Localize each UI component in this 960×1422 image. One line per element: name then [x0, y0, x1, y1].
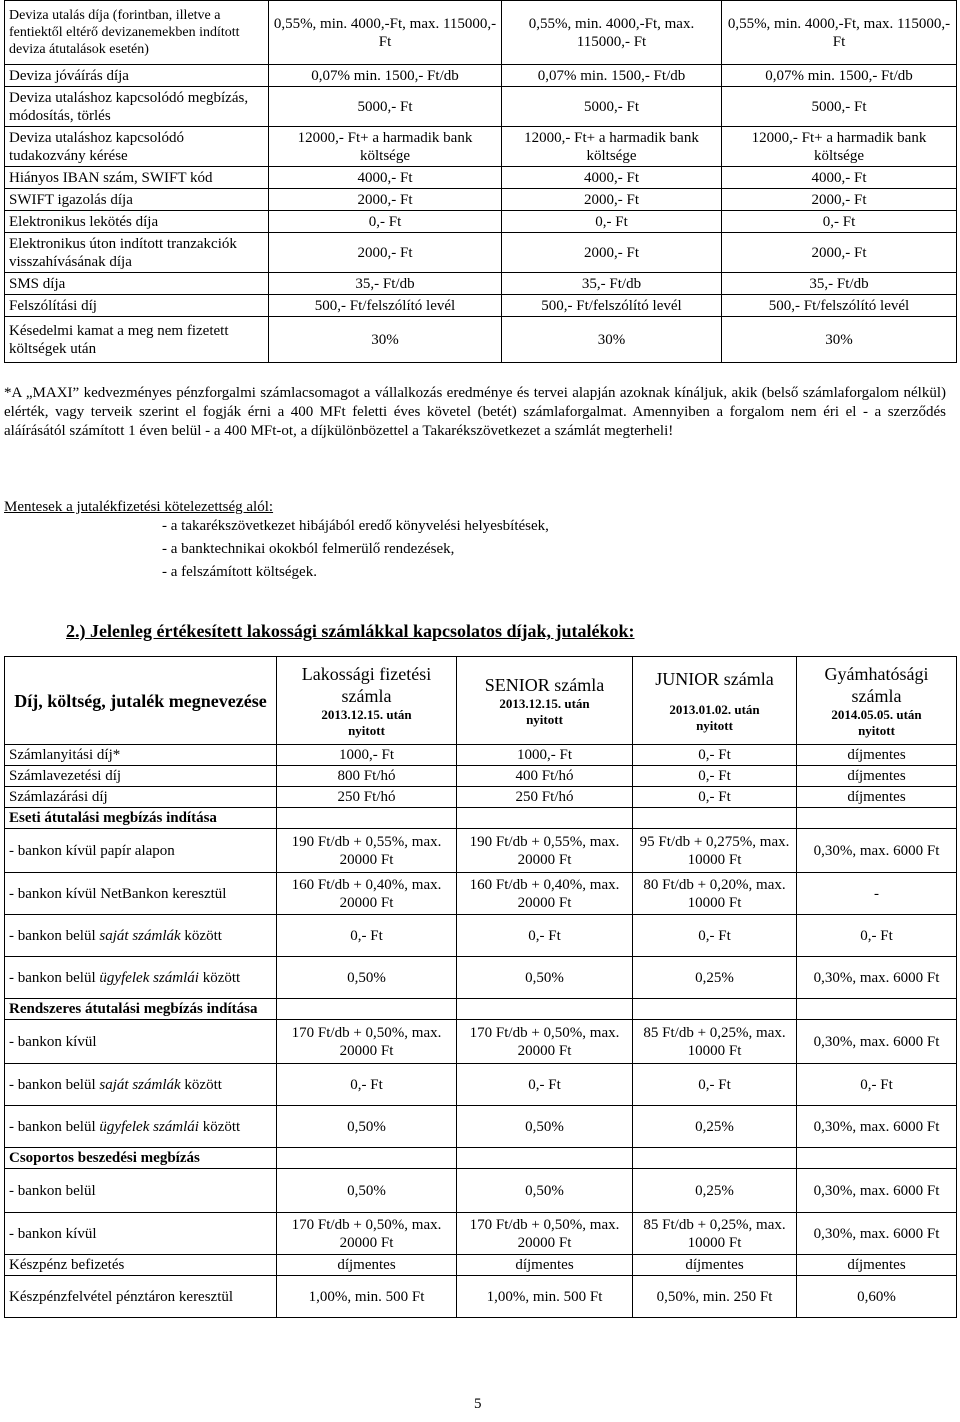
cell-value: 0,- Ft: [797, 1064, 957, 1106]
cell-value: 0,- Ft: [633, 915, 797, 957]
cell-value: 250 Ft/hó: [457, 787, 633, 808]
cell-value: 2000,- Ft: [722, 233, 957, 273]
row-label-italic: ügyfelek számlái: [99, 969, 199, 986]
table-row: [5, 873, 957, 915]
cell-value: 0,55%, min. 4000,-Ft, max. 115000,- Ft: [502, 1, 722, 65]
empty-cell: [797, 999, 957, 1020]
cell-value: díjmentes: [797, 787, 957, 808]
table-row: [5, 1064, 957, 1106]
table-row: [5, 1255, 957, 1276]
cell-value: 0,30%, max. 6000 Ft: [797, 1213, 957, 1255]
cell-value: 0,- Ft: [502, 211, 722, 233]
col-name: Lakossági fizetési számla: [301, 663, 432, 706]
cell-value: 0,- Ft: [722, 211, 957, 233]
exemption-item: - a felszámított költségek.: [162, 564, 317, 580]
header-col-gyamhatosagi: [797, 657, 957, 745]
cell-value: 170 Ft/db + 0,50%, max. 20000 Ft: [277, 1213, 457, 1255]
section-row: [5, 999, 957, 1020]
row-label-text: Számlanyitási díj*: [9, 747, 121, 763]
header-col-senior: [457, 657, 633, 745]
cell-value: -: [797, 873, 957, 915]
table-row: [5, 1020, 957, 1064]
row-label: Késedelmi kamat a meg nem fizetett költségek után: [5, 317, 269, 363]
fee-table-foreign-transfers: [4, 0, 957, 363]
row-label: [5, 787, 277, 808]
table-row: [5, 957, 957, 999]
cell-value: 0,50%: [457, 1169, 633, 1213]
col-name: SENIOR számla: [484, 674, 605, 695]
exemptions-title: Mentesek a jutalékfizetési kötelezettség alól:: [4, 499, 274, 515]
row-label: Elektronikus lekötés díja: [5, 211, 269, 233]
maxi-note: *A „MAXI” kedvezményes pénzforgalmi számlacsomagot a vállalkozás eredménye és tervei alapján azoknak kínáljuk, akik (belső számlaforgalom nélkül) elérték, vagy terveik szerint el fogják érni a 400 MFt feletti éves követel (betét) számlaforgalmat. Amennyiben a forgalom nem éri el - a szerződés aláírásától számított 1 éven belül - a 400 MFt-ot, a díjkülönbözettel a Takarékszövetkezet a számlát megterheli!: [4, 385, 946, 439]
cell-value: 0,07% min. 1500,- Ft/db: [269, 65, 502, 87]
row-label: [5, 766, 277, 787]
cell-value: 160 Ft/db + 0,40%, max. 20000 Ft: [277, 873, 457, 915]
row-label-text: - bankon belül: [9, 927, 100, 944]
col-name: Gyámhatósági számla: [824, 663, 929, 706]
cell-value: 0,50%: [277, 957, 457, 999]
cell-value: 35,- Ft/db: [502, 273, 722, 295]
table-row: [5, 915, 957, 957]
cell-value: 0,- Ft: [633, 745, 797, 766]
cell-value: 0,- Ft: [277, 915, 457, 957]
table-row: [5, 65, 957, 87]
section-title: 2.) Jelenleg értékesített lakossági számlákkal kapcsolatos díjak, jutalékok:: [66, 621, 635, 641]
cell-value: 0,25%: [633, 1169, 797, 1213]
cell-value: 0,- Ft: [457, 1064, 633, 1106]
cell-value: 0,30%, max. 6000 Ft: [797, 829, 957, 873]
row-label-text: - bankon belül: [9, 1118, 100, 1135]
row-label: SWIFT igazolás díja: [5, 189, 269, 211]
cell-value: 0,25%: [633, 1106, 797, 1148]
table-row: [5, 1, 957, 65]
cell-value: 800 Ft/hó: [277, 766, 457, 787]
row-label-text: - bankon belül: [9, 1076, 100, 1093]
row-label: [5, 829, 277, 873]
row-label: [5, 1020, 277, 1064]
empty-cell: [277, 808, 457, 829]
empty-cell: [457, 1148, 633, 1169]
cell-value: 0,- Ft: [797, 915, 957, 957]
table-row: [5, 1169, 957, 1213]
section-row: [5, 808, 957, 829]
col-name: JUNIOR számla: [655, 668, 774, 689]
cell-value: 0,50%: [277, 1106, 457, 1148]
cell-value: 160 Ft/db + 0,40%, max. 20000 Ft: [457, 873, 633, 915]
col-note: nyitott: [696, 717, 733, 733]
row-label: [5, 1064, 277, 1106]
row-label: [5, 957, 277, 999]
row-label-text: - bankon kívül: [9, 1225, 97, 1242]
cell-value: 85 Ft/db + 0,25%, max. 10000 Ft: [633, 1020, 797, 1064]
row-label: Deviza utaláshoz kapcsolódó megbízás, módosítás, törlés: [5, 87, 269, 127]
cell-value: díjmentes: [457, 1255, 633, 1276]
row-label-end: között: [198, 1118, 241, 1135]
cell-value: díjmentes: [633, 1255, 797, 1276]
row-label: Elektronikus úton indított tranzakciók visszahívásának díja: [5, 233, 269, 273]
table-row: [5, 766, 957, 787]
table-row: [5, 295, 957, 317]
cell-value: 170 Ft/db + 0,50%, max. 20000 Ft: [277, 1020, 457, 1064]
cell-value: 5000,- Ft: [269, 87, 502, 127]
row-label-end: között: [180, 1076, 222, 1093]
row-label: Deviza utalás díja (forintban, illetve a fentiektől eltérő devizanemekben indított deviza átutalások esetén): [5, 1, 269, 65]
empty-cell: [277, 999, 457, 1020]
table-row: [5, 745, 957, 766]
col-note: nyitott: [348, 722, 385, 738]
cell-value: 0,50%: [277, 1169, 457, 1213]
cell-value: 0,25%: [633, 957, 797, 999]
cell-value: 5000,- Ft: [722, 87, 957, 127]
cell-value: 1,00%, min. 500 Ft: [277, 1276, 457, 1318]
header-col-lakossagi: [277, 657, 457, 745]
cell-value: 500,- Ft/felszólító levél: [502, 295, 722, 317]
cell-value: 5000,- Ft: [502, 87, 722, 127]
cell-value: 0,30%, max. 6000 Ft: [797, 1020, 957, 1064]
header-col-junior: [633, 657, 797, 745]
table-row: [5, 787, 957, 808]
cell-value: 0,60%: [797, 1276, 957, 1318]
row-label: Felszólítási díj: [5, 295, 269, 317]
empty-cell: [633, 999, 797, 1020]
cell-value: 2000,- Ft: [502, 189, 722, 211]
row-label: Deviza jóváírás díja: [5, 65, 269, 87]
cell-value: 2000,- Ft: [269, 189, 502, 211]
row-label: [5, 1276, 277, 1318]
col-date: 2013.12.15. után: [499, 695, 590, 711]
row-label-text: Számlavezetési díj: [9, 768, 122, 784]
row-label: [5, 1255, 277, 1276]
cell-value: 0,30%, max. 6000 Ft: [797, 1106, 957, 1148]
row-label-text: - bankon kívül papír alapon: [9, 842, 175, 859]
cell-value: díjmentes: [277, 1255, 457, 1276]
row-label: [5, 1106, 277, 1148]
table-row: [5, 829, 957, 873]
header-label: Díj, költség, jutalék megnevezése: [5, 657, 277, 745]
cell-value: 500,- Ft/felszólító levél: [269, 295, 502, 317]
col-note: nyitott: [526, 711, 563, 727]
cell-value: 12000,- Ft+ a harmadik bank költsége: [722, 127, 957, 167]
cell-value: díjmentes: [797, 766, 957, 787]
cell-value: 170 Ft/db + 0,50%, max. 20000 Ft: [457, 1213, 633, 1255]
page-number: 5: [474, 1396, 482, 1412]
col-date: 2013.12.15. után: [321, 706, 412, 722]
cell-value: 4000,- Ft: [502, 167, 722, 189]
cell-value: 30%: [502, 317, 722, 363]
cell-value: 0,55%, min. 4000,-Ft, max. 115000,- Ft: [269, 1, 502, 65]
cell-value: díjmentes: [797, 745, 957, 766]
row-label: [5, 1213, 277, 1255]
row-label: [5, 745, 277, 766]
cell-value: 35,- Ft/db: [269, 273, 502, 295]
row-label: Deviza utaláshoz kapcsolódó tudakozvány kérése: [5, 127, 269, 167]
cell-value: 1,00%, min. 500 Ft: [457, 1276, 633, 1318]
cell-value: 85 Ft/db + 0,25%, max. 10000 Ft: [633, 1213, 797, 1255]
row-label-italic: saját számlák: [99, 1076, 181, 1093]
empty-cell: [633, 1148, 797, 1169]
cell-value: 0,07% min. 1500,- Ft/db: [722, 65, 957, 87]
cell-value: 2000,- Ft: [722, 189, 957, 211]
row-label-end: között: [180, 927, 222, 944]
row-label-text: Számlazárási díj: [9, 789, 108, 805]
section-row: [5, 1148, 957, 1169]
row-label: SMS díja: [5, 273, 269, 295]
cell-value: 0,- Ft: [633, 1064, 797, 1106]
cell-value: 95 Ft/db + 0,275%, max. 10000 Ft: [633, 829, 797, 873]
section-label: Rendszeres átutalási megbízás indítása: [5, 999, 277, 1020]
row-label-end: között: [198, 969, 241, 986]
empty-cell: [797, 1148, 957, 1169]
row-label-text: Készpénz befizetés: [9, 1257, 125, 1273]
table-row: [5, 273, 957, 295]
row-label: [5, 873, 277, 915]
empty-cell: [277, 1148, 457, 1169]
cell-value: 4000,- Ft: [269, 167, 502, 189]
cell-value: 0,- Ft: [457, 915, 633, 957]
row-label: [5, 1169, 277, 1213]
table-row: [5, 1213, 957, 1255]
empty-cell: [633, 808, 797, 829]
table-row: [5, 211, 957, 233]
table-row: [5, 1276, 957, 1318]
row-label-text: - bankon belül: [9, 969, 100, 986]
cell-value: 0,30%, max. 6000 Ft: [797, 1169, 957, 1213]
cell-value: 0,- Ft: [277, 1064, 457, 1106]
row-label-italic: saját számlák: [99, 927, 181, 944]
cell-value: 190 Ft/db + 0,55%, max. 20000 Ft: [277, 829, 457, 873]
cell-value: 2000,- Ft: [269, 233, 502, 273]
table-row: [5, 189, 957, 211]
col-note: nyitott: [858, 722, 895, 738]
cell-value: 400 Ft/hó: [457, 766, 633, 787]
cell-value: 80 Ft/db + 0,20%, max. 10000 Ft: [633, 873, 797, 915]
cell-value: 0,30%, max. 6000 Ft: [797, 957, 957, 999]
cell-value: 2000,- Ft: [502, 233, 722, 273]
row-label-text: - bankon kívül: [9, 1033, 97, 1050]
table-row: [5, 1106, 957, 1148]
row-label: Hiányos IBAN szám, SWIFT kód: [5, 167, 269, 189]
table-row: [5, 167, 957, 189]
cell-value: 0,55%, min. 4000,-Ft, max. 115000,- Ft: [722, 1, 957, 65]
table-row: [5, 233, 957, 273]
cell-value: 170 Ft/db + 0,50%, max. 20000 Ft: [457, 1020, 633, 1064]
cell-value: 30%: [722, 317, 957, 363]
row-label-text: - bankon belül: [9, 1182, 96, 1199]
empty-cell: [457, 808, 633, 829]
cell-value: 190 Ft/db + 0,55%, max. 20000 Ft: [457, 829, 633, 873]
cell-value: 35,- Ft/db: [722, 273, 957, 295]
section-label: Eseti átutalási megbízás indítása: [5, 808, 277, 829]
fee-table-retail-accounts: [4, 656, 957, 1318]
col-date: 2013.01.02. után: [669, 701, 760, 717]
cell-value: 12000,- Ft+ a harmadik bank költsége: [269, 127, 502, 167]
cell-value: 0,- Ft: [633, 787, 797, 808]
cell-value: 0,50%: [457, 1106, 633, 1148]
cell-value: 0,- Ft: [269, 211, 502, 233]
cell-value: 30%: [269, 317, 502, 363]
cell-value: 0,- Ft: [633, 766, 797, 787]
section-label: Csoportos beszedési megbízás: [5, 1148, 277, 1169]
cell-value: 0,50%, min. 250 Ft: [633, 1276, 797, 1318]
cell-value: 4000,- Ft: [722, 167, 957, 189]
cell-value: 500,- Ft/felszólító levél: [722, 295, 957, 317]
table-row: [5, 317, 957, 363]
exemption-item: - a takarékszövetkezet hibájából eredő könyvelési helyesbítések,: [162, 518, 549, 534]
empty-cell: [797, 808, 957, 829]
row-label-text: Készpénzfelvétel pénztáron keresztül: [9, 1288, 234, 1305]
cell-value: díjmentes: [797, 1255, 957, 1276]
empty-cell: [457, 999, 633, 1020]
cell-value: 0,50%: [457, 957, 633, 999]
table-row: [5, 127, 957, 167]
row-label-italic: ügyfelek számlái: [99, 1118, 199, 1135]
col-date: 2014.05.05. után: [831, 706, 922, 722]
table-row: [5, 87, 957, 127]
row-label: [5, 915, 277, 957]
cell-value: 250 Ft/hó: [277, 787, 457, 808]
cell-value: 1000,- Ft: [277, 745, 457, 766]
exemption-item: - a banktechnikai okokból felmerülő rendezések,: [162, 541, 455, 557]
row-label-text: - bankon kívül NetBankon keresztül: [9, 885, 227, 902]
cell-value: 12000,- Ft+ a harmadik bank költsége: [502, 127, 722, 167]
table-header-row: [5, 657, 957, 745]
cell-value: 0,07% min. 1500,- Ft/db: [502, 65, 722, 87]
cell-value: 1000,- Ft: [457, 745, 633, 766]
